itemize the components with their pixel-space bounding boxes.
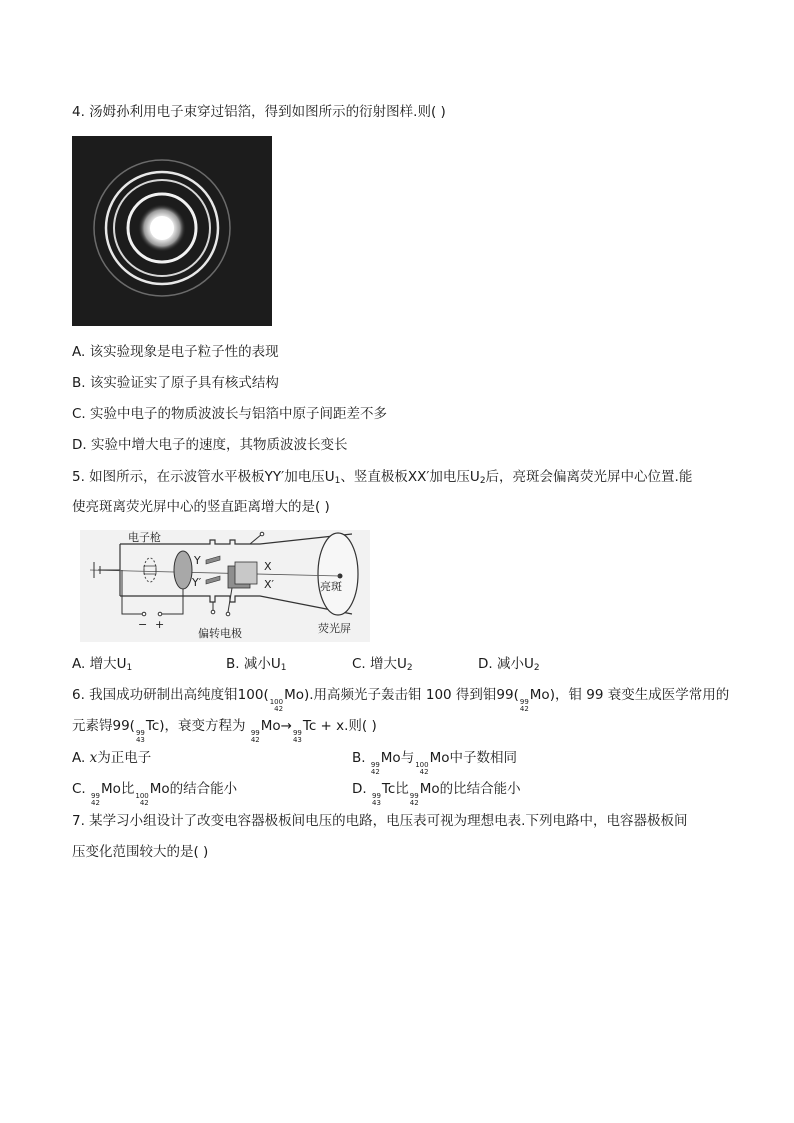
- nuclide-mo99-eq: 99 42: [250, 729, 260, 744]
- nuclide-tc99: 99 43: [135, 729, 145, 744]
- label-y-prime: Y′: [192, 576, 202, 589]
- nuclide-d1: 99 43: [371, 792, 381, 807]
- label-screen: 荧光屏: [318, 622, 351, 635]
- label-minus: −: [138, 618, 148, 631]
- nuclide-b1: 99 42: [370, 761, 380, 776]
- q4-option-c: C. 实验中电子的物质波波长与铝箔中原子间距差不多: [72, 406, 388, 422]
- nuclide-mo99: 99 42: [519, 698, 529, 713]
- q4-option-a: A. 该实验现象是电子粒子性的表现: [72, 344, 279, 360]
- q6-option-d: D. 99 43 Tc比 99 42 Mo的比结合能小: [352, 781, 521, 807]
- oscilloscope-tube-diagram: [80, 530, 370, 642]
- nuclide-tc99-eq: 99 43: [292, 729, 302, 744]
- label-x: X: [264, 560, 272, 573]
- q5-stem-line1: 5. 如图所示，在示波管水平极板YY′加电压$U_1$、竖直极板XX′加电压$U_2$后，亮斑会偏离荧光屏中心位置.能: [72, 469, 693, 486]
- q6-stem-line1: 6. 我国成功研制出高纯度钼100( 100 42 Mo).用高频光子轰击钼 100 得到钼99( 99 42 Mo)，钼 99 衰变生成医学常用的: [72, 687, 730, 713]
- label-y: Y: [194, 554, 201, 567]
- nuclide-mo100: 100 42: [269, 698, 284, 713]
- q6-option-c: C. 99 42 Mo比 100 42 Mo的结合能小: [72, 781, 238, 807]
- q4-stem: 4. 汤姆孙利用电子束穿过铝箔，得到如图所示的衍射图样.则( ): [72, 104, 446, 120]
- diffraction-pattern-image: [72, 136, 272, 326]
- label-deflection-plates: 偏转电极: [198, 627, 242, 640]
- nuclide-c1: 99 42: [91, 792, 100, 807]
- q5-option-b: B. 减小$U_1$: [226, 656, 287, 673]
- q5-option-d: D. 减小$U_2$: [478, 656, 540, 673]
- q4-option-d: D. 实验中增大电子的速度，其物质波波长变长: [72, 437, 348, 453]
- q5-stem-line2: 使亮斑离荧光屏中心的竖直距离增大的是( ): [72, 499, 330, 515]
- q6-option-b: B. 99 42 Mo与 100 42 Mo中子数相同: [352, 750, 517, 776]
- q5-option-c: C. 增大$U_2$: [352, 656, 413, 673]
- q6-stem-line2: 元素锝99( 99 43 Tc)，衰变方程为 99 42 Mo→ 99 43 Tc + x.则( ): [72, 718, 377, 744]
- q7-stem-line2: 压变化范围较大的是( ): [72, 844, 209, 860]
- q7-stem-line1: 7. 某学习小组设计了改变电容器极板间电压的电路，电压表可视为理想电表.下列电路中，电容器极板间: [72, 813, 688, 829]
- q6-option-a: A. x为正电子: [72, 750, 152, 766]
- nuclide-b2: 100 42: [415, 761, 429, 776]
- label-plus: +: [155, 618, 165, 631]
- label-x-prime: X′: [264, 578, 275, 591]
- nuclide-d2: 99 42: [409, 792, 419, 807]
- q4-option-b: B. 该实验证实了原子具有核式结构: [72, 375, 279, 391]
- q5-option-a: A. 增大$U_1$: [72, 656, 133, 673]
- label-electron-gun: 电子枪: [128, 531, 161, 544]
- label-bright-spot: 亮斑: [320, 580, 342, 593]
- nuclide-c2: 100 42: [135, 792, 149, 807]
